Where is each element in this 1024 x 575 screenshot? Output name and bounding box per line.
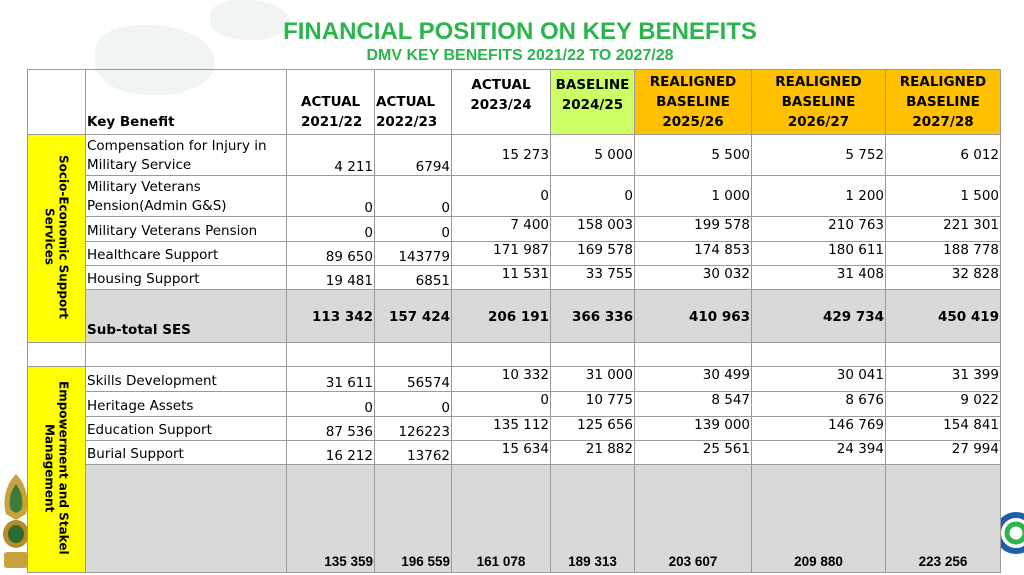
cell-value: 0 bbox=[452, 392, 551, 417]
subtotal-value: 135 359 bbox=[287, 465, 375, 573]
group-label-socio-economic: Socio-Economic Support Services bbox=[28, 135, 86, 343]
cell-value: 0 bbox=[375, 217, 452, 242]
subtotal-value: 450 419 bbox=[886, 290, 1001, 343]
subtotal-value: 223 256 bbox=[886, 465, 1001, 573]
cell-value: 10 775 bbox=[551, 392, 635, 417]
cell-value: 6851 bbox=[375, 266, 452, 290]
subtotal-value: 203 607 bbox=[635, 465, 752, 573]
cell-value: 210 763 bbox=[752, 217, 886, 242]
cell-value: 30 041 bbox=[752, 367, 886, 392]
cell-value: 16 212 bbox=[287, 441, 375, 465]
cell-value: 15 634 bbox=[452, 441, 551, 465]
header-actual-2023-24: ACTUAL 2023/24 bbox=[452, 70, 551, 135]
subtotal-value: 196 559 bbox=[375, 465, 452, 573]
cell-value: 0 bbox=[375, 392, 452, 417]
cell-value: 139 000 bbox=[635, 417, 752, 441]
table-row bbox=[28, 266, 1001, 290]
cell-value: 56574 bbox=[375, 367, 452, 392]
subtotal-value: 157 424 bbox=[375, 290, 452, 343]
row-label: Healthcare Support bbox=[86, 242, 287, 266]
header-actual-2022-23: ACTUAL 2022/23 bbox=[375, 70, 452, 135]
row-label: Education Support bbox=[86, 417, 287, 441]
row-label: Skills Development bbox=[86, 367, 287, 392]
row-label: Burial Support bbox=[86, 441, 287, 465]
cell-value: 169 578 bbox=[551, 242, 635, 266]
spacer-row bbox=[28, 343, 1001, 367]
cell-value: 1 000 bbox=[635, 176, 752, 217]
header-baseline-2024-25: BASELINE 2024/25 bbox=[551, 70, 635, 135]
page-subtitle: DMV KEY BENEFITS 2021/22 TO 2027/28 bbox=[366, 47, 674, 64]
cell-value: 31 611 bbox=[287, 367, 375, 392]
cell-value: 25 561 bbox=[635, 441, 752, 465]
cell-value: 8 676 bbox=[752, 392, 886, 417]
cell-value: 9 022 bbox=[886, 392, 1001, 417]
cell-value: 8 547 bbox=[635, 392, 752, 417]
cell-value: 5 752 bbox=[752, 135, 886, 176]
subtotal-value: 429 734 bbox=[752, 290, 886, 343]
subtotal-row bbox=[28, 290, 1001, 343]
key-benefits-table bbox=[27, 69, 1001, 573]
cell-value: 1 500 bbox=[886, 176, 1001, 217]
cell-value: 135 112 bbox=[452, 417, 551, 441]
cell-value: 0 bbox=[287, 392, 375, 417]
cell-value: 174 853 bbox=[635, 242, 752, 266]
cell-value: 0 bbox=[375, 176, 452, 217]
subtotal-label: Sub-total SES bbox=[86, 290, 287, 343]
cell-value: 24 394 bbox=[752, 441, 886, 465]
cell-value: 146 769 bbox=[752, 417, 886, 441]
row-label: Military Veterans Pension(Admin G&S) bbox=[86, 176, 287, 217]
cell-value: 31 408 bbox=[752, 266, 886, 290]
cell-value: 87 536 bbox=[287, 417, 375, 441]
cell-value: 154 841 bbox=[886, 417, 1001, 441]
cell-value: 0 bbox=[452, 176, 551, 217]
subtotal-value: 161 078 bbox=[452, 465, 551, 573]
cell-value: 19 481 bbox=[287, 266, 375, 290]
cell-value: 21 882 bbox=[551, 441, 635, 465]
subtotal-value: 206 191 bbox=[452, 290, 551, 343]
cell-value: 188 778 bbox=[886, 242, 1001, 266]
header-empty-cell bbox=[28, 70, 86, 135]
subtotal-label bbox=[86, 465, 287, 573]
table-row bbox=[28, 217, 1001, 242]
table-row bbox=[28, 176, 1001, 217]
cell-value: 1 200 bbox=[752, 176, 886, 217]
subtotal-value: 366 336 bbox=[551, 290, 635, 343]
row-label: Military Veterans Pension bbox=[86, 217, 287, 242]
table-row bbox=[28, 367, 1001, 392]
header-realigned-2027-28: REALIGNED BASELINE 2027/28 bbox=[886, 70, 1001, 135]
group-label-empowerment: Empowerment and Stakel Management bbox=[28, 367, 86, 573]
cell-value: 126223 bbox=[375, 417, 452, 441]
row-label: Heritage Assets bbox=[86, 392, 287, 417]
table-row bbox=[28, 135, 1001, 176]
cell-value: 27 994 bbox=[886, 441, 1001, 465]
cell-value: 180 611 bbox=[752, 242, 886, 266]
cell-value: 171 987 bbox=[452, 242, 551, 266]
header-realigned-2026-27: REALIGNED BASELINE 2026/27 bbox=[752, 70, 886, 135]
cell-value: 158 003 bbox=[551, 217, 635, 242]
cell-value: 30 032 bbox=[635, 266, 752, 290]
cell-value: 0 bbox=[551, 176, 635, 217]
cell-value: 30 499 bbox=[635, 367, 752, 392]
row-label: Compensation for Injury in Military Service bbox=[86, 135, 287, 176]
cell-value: 6794 bbox=[375, 135, 452, 176]
table-row bbox=[28, 242, 1001, 266]
cell-value: 143779 bbox=[375, 242, 452, 266]
subtotal-value: 189 313 bbox=[551, 465, 635, 573]
table-row bbox=[28, 392, 1001, 417]
header-row bbox=[28, 70, 1001, 135]
subtotal-value: 209 880 bbox=[752, 465, 886, 573]
cell-value: 125 656 bbox=[551, 417, 635, 441]
cell-value: 0 bbox=[287, 176, 375, 217]
cell-value: 15 273 bbox=[452, 135, 551, 176]
subtotal-value: 113 342 bbox=[287, 290, 375, 343]
row-label: Housing Support bbox=[86, 266, 287, 290]
cell-value: 89 650 bbox=[287, 242, 375, 266]
page-title: FINANCIAL POSITION ON KEY BENEFITS bbox=[283, 18, 757, 45]
cell-value: 221 301 bbox=[886, 217, 1001, 242]
header-actual-2021-22: ACTUAL 2021/22 bbox=[287, 70, 375, 135]
cell-value: 5 000 bbox=[551, 135, 635, 176]
table-row bbox=[28, 441, 1001, 465]
cell-value: 31 399 bbox=[886, 367, 1001, 392]
cell-value: 11 531 bbox=[452, 266, 551, 290]
cell-value: 6 012 bbox=[886, 135, 1001, 176]
cell-value: 10 332 bbox=[452, 367, 551, 392]
cell-value: 13762 bbox=[375, 441, 452, 465]
cell-value: 31 000 bbox=[551, 367, 635, 392]
cell-value: 5 500 bbox=[635, 135, 752, 176]
cell-value: 32 828 bbox=[886, 266, 1001, 290]
table-row bbox=[28, 417, 1001, 441]
cell-value: 0 bbox=[287, 217, 375, 242]
header-key-benefit: Key Benefit bbox=[86, 70, 287, 135]
cell-value: 4 211 bbox=[287, 135, 375, 176]
cell-value: 33 755 bbox=[551, 266, 635, 290]
header-realigned-2025-26: REALIGNED BASELINE 2025/26 bbox=[635, 70, 752, 135]
cell-value: 199 578 bbox=[635, 217, 752, 242]
subtotal-row bbox=[28, 465, 1001, 573]
subtotal-value: 410 963 bbox=[635, 290, 752, 343]
cell-value: 7 400 bbox=[452, 217, 551, 242]
